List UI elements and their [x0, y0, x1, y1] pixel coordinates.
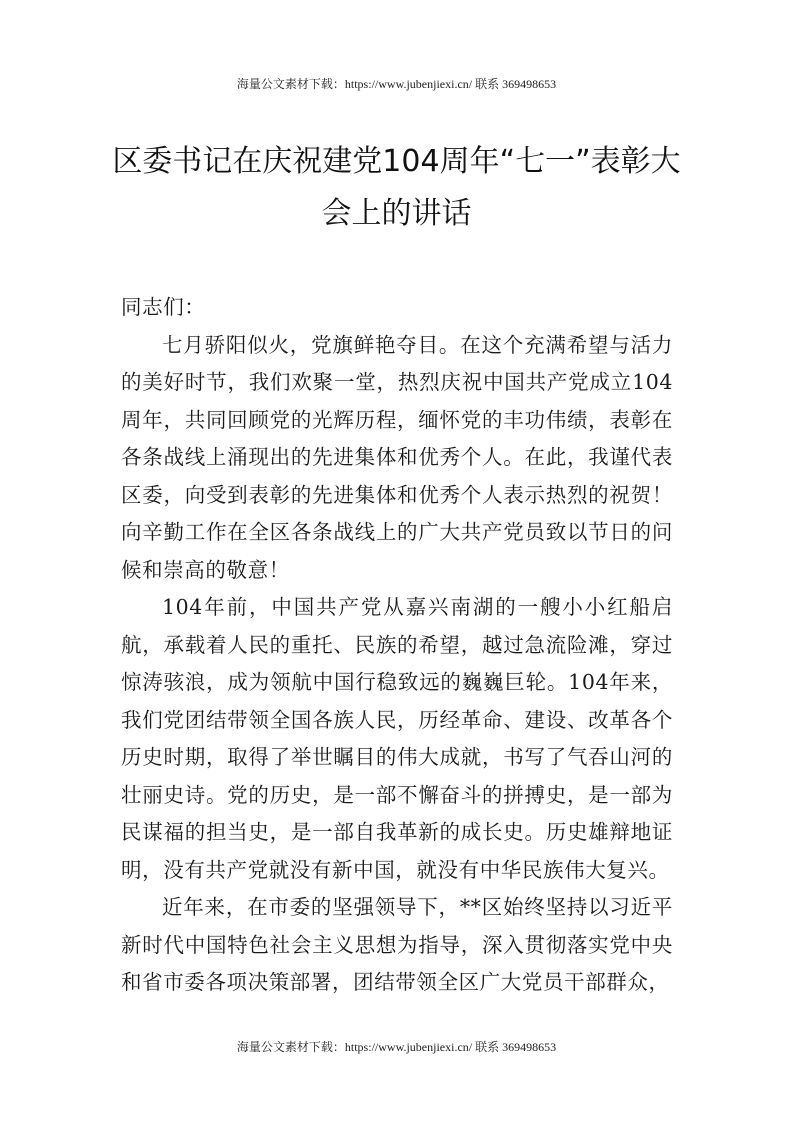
- paragraph-3: 近年来，在市委的坚强领导下，**区始终坚持以习近平新时代中国特色社会主义思想为指导，深入贯彻落实党中央和省市委各项决策部署，团结带领全区广大党员干部群众，: [121, 895, 673, 994]
- paragraph-2: 104年前，中国共产党从嘉兴南湖的一艘小小红船启航，承载着人民的重托、民族的希望，越过急流险滩，穿过惊涛骇浪，成为领航中国行稳致远的巍巍巨轮。104年来，我们党团结带领全国各族人民，历经革命、建设、改革各个历史时期，取得了举世瞩目的伟大成就，书写了气吞山河的壮丽史诗。党的历史，是一部不懈奋斗的拼搏史，是一部为民谋福的担当史，是一部自我革新的成长史。历史雄辩地证明，没有共产党就没有新中国，就没有中华民族伟大复兴。: [121, 595, 673, 882]
- document-body: [121, 289, 673, 1002]
- paragraph-1: 七月骄阳似火，党旗鲜艳夺目。在这个充满希望与活力的美好时节，我们欢聚一堂，热烈庆祝中国共产党成立104周年，共同回顾党的光辉历程，缅怀党的丰功伟绩，表彰在各条战线上涌现出的先进集体和优秀个人。在此，我谨代表区委，向受到表彰的先进集体和优秀个人表示热烈的祝贺！向辛勤工作在全区各条战线上的广大共产党员致以节日的问候和崇高的敬意！: [121, 332, 673, 582]
- document-title: 区委书记在庆祝建党104周年“七一”表彰大会上的讲话: [112, 144, 681, 231]
- page-footer: 海量公文素材下载：https://www.jubenjiexi.cn/ 联系 369498653: [236, 1040, 557, 1054]
- page-header: 海量公文素材下载：https://www.jubenjiexi.cn/ 联系 369498653: [236, 77, 557, 91]
- greeting: 同志们：: [121, 295, 206, 319]
